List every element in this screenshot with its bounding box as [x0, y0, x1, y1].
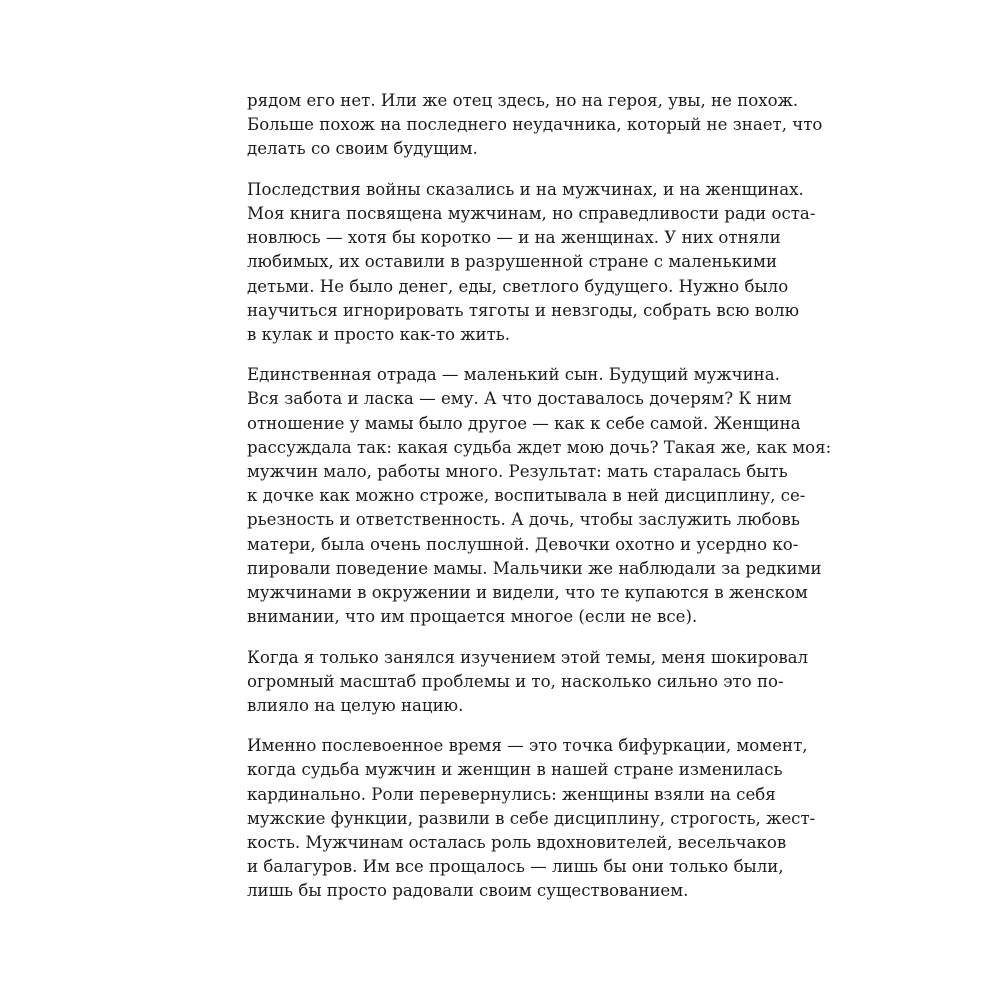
text-line: Последствия войны сказались и на мужчинах, и на женщинах.	[247, 179, 804, 199]
text-line: Больше похож на последнего неудачника, который не знает, что	[247, 115, 823, 135]
text-line: кардинально. Роли перевернулись: женщины взяли на себя	[247, 784, 776, 804]
text-line: детьми. Не было денег, еды, светлого будущего. Нужно было	[247, 276, 789, 296]
text-line: мужчинами в окружении и видели, что те купаются в женском	[247, 582, 808, 602]
text-line: и балагуров. Им все прощалось — лишь бы они только были,	[247, 857, 784, 877]
text-line: Единственная отрада — маленький сын. Будущий мужчина.	[247, 365, 780, 385]
text-line: к дочке как можно строже, воспитывала в ней дисциплину, се-	[247, 486, 806, 506]
paragraph-1	[247, 89, 823, 162]
text-line: влияло на целую нацию.	[247, 695, 464, 715]
paragraph-2	[247, 178, 816, 347]
text-line: внимании, что им прощается многое (если не все).	[247, 607, 698, 627]
paragraph-5	[247, 734, 816, 903]
text-line: Когда я только занялся изучением этой темы, меня шокировал	[247, 647, 809, 667]
text-line: мужчин мало, работы много. Результат: мать старалась быть	[247, 462, 788, 481]
text-line: рассуждала так: какая судьба ждет мою дочь? Такая же, как моя:	[247, 437, 832, 457]
text-line: делать со своим будущим.	[247, 139, 478, 159]
text-line: Именно послевоенное время — это точка бифуркации, момент,	[247, 736, 808, 756]
paragraph-4	[247, 646, 809, 719]
text-line: огромный масштаб проблемы и то, насколько сильно это по-	[247, 671, 784, 691]
text-line: кость. Мужчинам осталась роль вдохновителей, весельчаков	[247, 833, 787, 852]
text-line: Моя книга посвящена мужчинам, но справедливости ради оста-	[247, 203, 816, 223]
text-line: любимых, их оставили в разрушенной стране с маленькими	[247, 252, 778, 272]
text-line: новлюсь — хотя бы коротко — и на женщинах. У них отняли	[247, 228, 781, 248]
text-line: отношение у мамы было другое — как к себе самой. Женщина	[247, 413, 801, 433]
text-line: рьезность и ответственность. А дочь, чтобы заслужить любовь	[247, 510, 800, 530]
text-line: научиться игнорировать тяготы и невзгоды, собрать всю волю	[247, 300, 800, 320]
text-line: когда судьба мужчин и женщин в нашей стране изменилась	[247, 760, 783, 780]
text-line: мужские функции, развили в себе дисциплину, строгость, жест-	[247, 808, 816, 828]
text-line: матери, была очень послушной. Девочки охотно и усердно ко-	[247, 534, 799, 554]
page-body	[247, 89, 832, 920]
text-line: в кулак и просто как-то жить.	[247, 324, 511, 344]
text-line: рядом его нет. Или же отец здесь, но на героя, увы, не похож.	[247, 91, 799, 110]
text-line: пировали поведение мамы. Мальчики же наблюдали за редкими	[247, 558, 822, 578]
paragraph-3	[247, 363, 832, 629]
text-line: лишь бы просто радовали своим существованием.	[247, 881, 689, 901]
text-line: Вся забота и ласка — ему. А что доставалось дочерям? К ним	[247, 389, 792, 409]
